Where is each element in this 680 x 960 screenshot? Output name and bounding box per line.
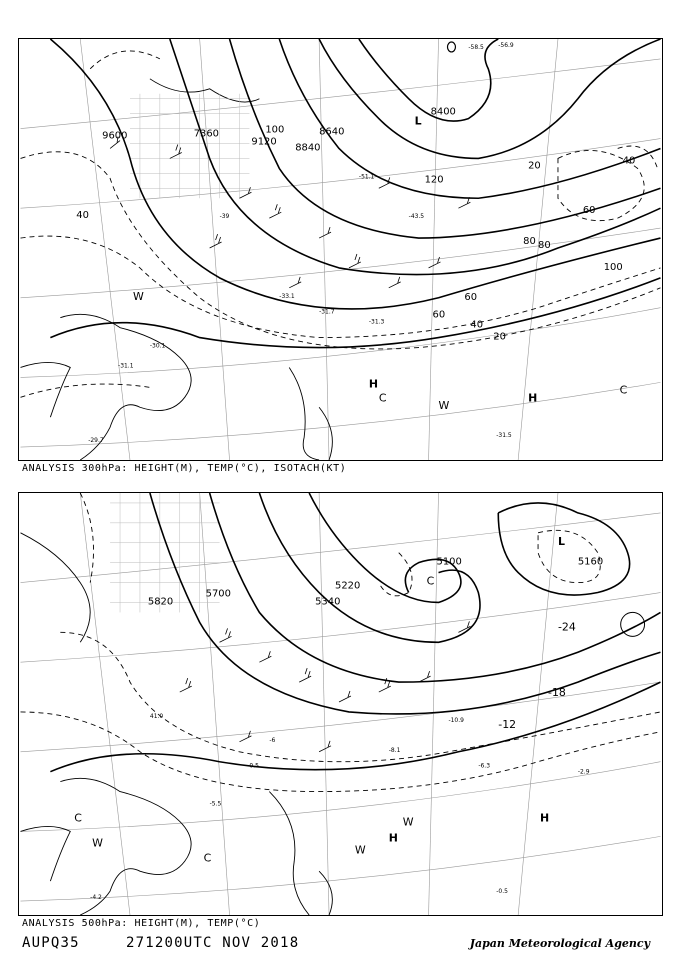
map-500hpa (19, 493, 662, 915)
isotach-label: 40 (622, 155, 636, 167)
temp-label: 41.0 (149, 712, 164, 720)
temp-label: -10.9 (448, 716, 464, 724)
cold-center: C (426, 574, 435, 588)
chart-300hpa (18, 38, 663, 461)
isotach-label: 80 (538, 240, 551, 252)
graticule (21, 493, 661, 915)
temp-label: -39 (219, 213, 230, 221)
height-label-5160: 5160 (577, 556, 604, 568)
isotach-label: 100 (265, 124, 285, 136)
low-center: L (414, 114, 422, 128)
height-label-8840: 8840 (295, 142, 321, 154)
isotach-label: 20 (493, 331, 506, 343)
coastline (21, 533, 333, 915)
cold-center: C (74, 811, 82, 825)
temp-label: -31.5 (496, 432, 512, 440)
high-center: H (528, 391, 538, 405)
temp-label: -31.7 (319, 308, 335, 316)
isotach-label: 80 (523, 236, 536, 248)
warm-center: W (92, 836, 104, 850)
temp-label: -18 (548, 686, 566, 700)
cold-center: C (378, 391, 387, 405)
temp-label: -6 (269, 736, 276, 744)
isotach-label: 60 (432, 309, 446, 321)
wind-barbs (180, 621, 471, 751)
height-label-9600: 9600 (102, 130, 128, 142)
height-label-5820: 5820 (147, 596, 174, 608)
high-center: H (368, 377, 379, 391)
agency-name: Japan Meteorological Agency (469, 937, 650, 950)
temp-label: -58.5 (468, 43, 484, 51)
temp-label: -56.9 (498, 41, 514, 49)
isotach-label: 60 (582, 205, 596, 217)
closed-contour-marker (447, 42, 455, 52)
isotach-label: 40 (76, 210, 89, 222)
low-center: L (557, 534, 565, 548)
isotach-label: 20 (528, 160, 541, 172)
high-center: H (388, 831, 398, 845)
warm-center: W (354, 843, 366, 857)
cold-center: C (203, 851, 212, 865)
cold-center: C (619, 383, 628, 397)
chart-500hpa (18, 492, 663, 916)
height-label-9120: 9120 (251, 136, 277, 148)
temp-label: -31.3 (368, 318, 385, 326)
temp-label: -8.1 (388, 746, 401, 754)
isotach-label: 40 (470, 319, 484, 331)
temp-label: -33.1 (279, 292, 295, 300)
temp-label: -51.1 (358, 173, 375, 181)
temp-label: -29.7 (88, 437, 104, 445)
height-label-5220: 5220 (335, 580, 361, 592)
high-center: H (540, 811, 550, 825)
height-label-7360: 7360 (193, 128, 219, 140)
temp-label: -4.2 (90, 894, 102, 902)
temp-label: -24 (557, 620, 576, 634)
height-label-8640: 8640 (319, 126, 345, 138)
map-300hpa (19, 39, 662, 460)
temp-label: 0.5 (249, 762, 259, 770)
height-label-5100: 5100 (436, 556, 462, 568)
warm-center: W (438, 399, 450, 413)
temp-label: -31.1 (118, 362, 134, 370)
temp-label: -12 (498, 717, 517, 731)
graticule (21, 39, 661, 460)
height-label-5340: 5340 (315, 596, 341, 608)
warm-center: W (132, 289, 144, 303)
temp-label: -0.5 (496, 888, 508, 896)
valid-time: 271200UTC NOV 2018 (126, 935, 300, 951)
temp-label: -43.5 (408, 213, 425, 221)
temp-label: -30.1 (149, 342, 166, 350)
temp-label: -6.3 (478, 762, 491, 770)
cold-hatch (110, 493, 219, 612)
height-label-5700: 5700 (205, 588, 231, 600)
temp-label: -2.9 (577, 768, 590, 776)
coastline (21, 79, 333, 460)
caption-500hpa: ANALYSIS 500hPa: HEIGHT(M), TEMP(°C) (22, 918, 261, 929)
closed-contour-marker (621, 612, 645, 636)
product-code: AUPQ35 (22, 935, 80, 951)
temp-label: -5.5 (209, 800, 222, 808)
jet-hatch (130, 94, 249, 199)
isotach-label: 60 (464, 291, 478, 303)
isotach-label: 120 (424, 174, 444, 186)
height-label-8400: 8400 (430, 106, 456, 118)
warm-center: W (402, 815, 414, 829)
caption-300hpa: ANALYSIS 300hPa: HEIGHT(M), TEMP(°C), ISOTACH(KT) (22, 463, 347, 474)
isotach-label: 100 (603, 261, 623, 273)
